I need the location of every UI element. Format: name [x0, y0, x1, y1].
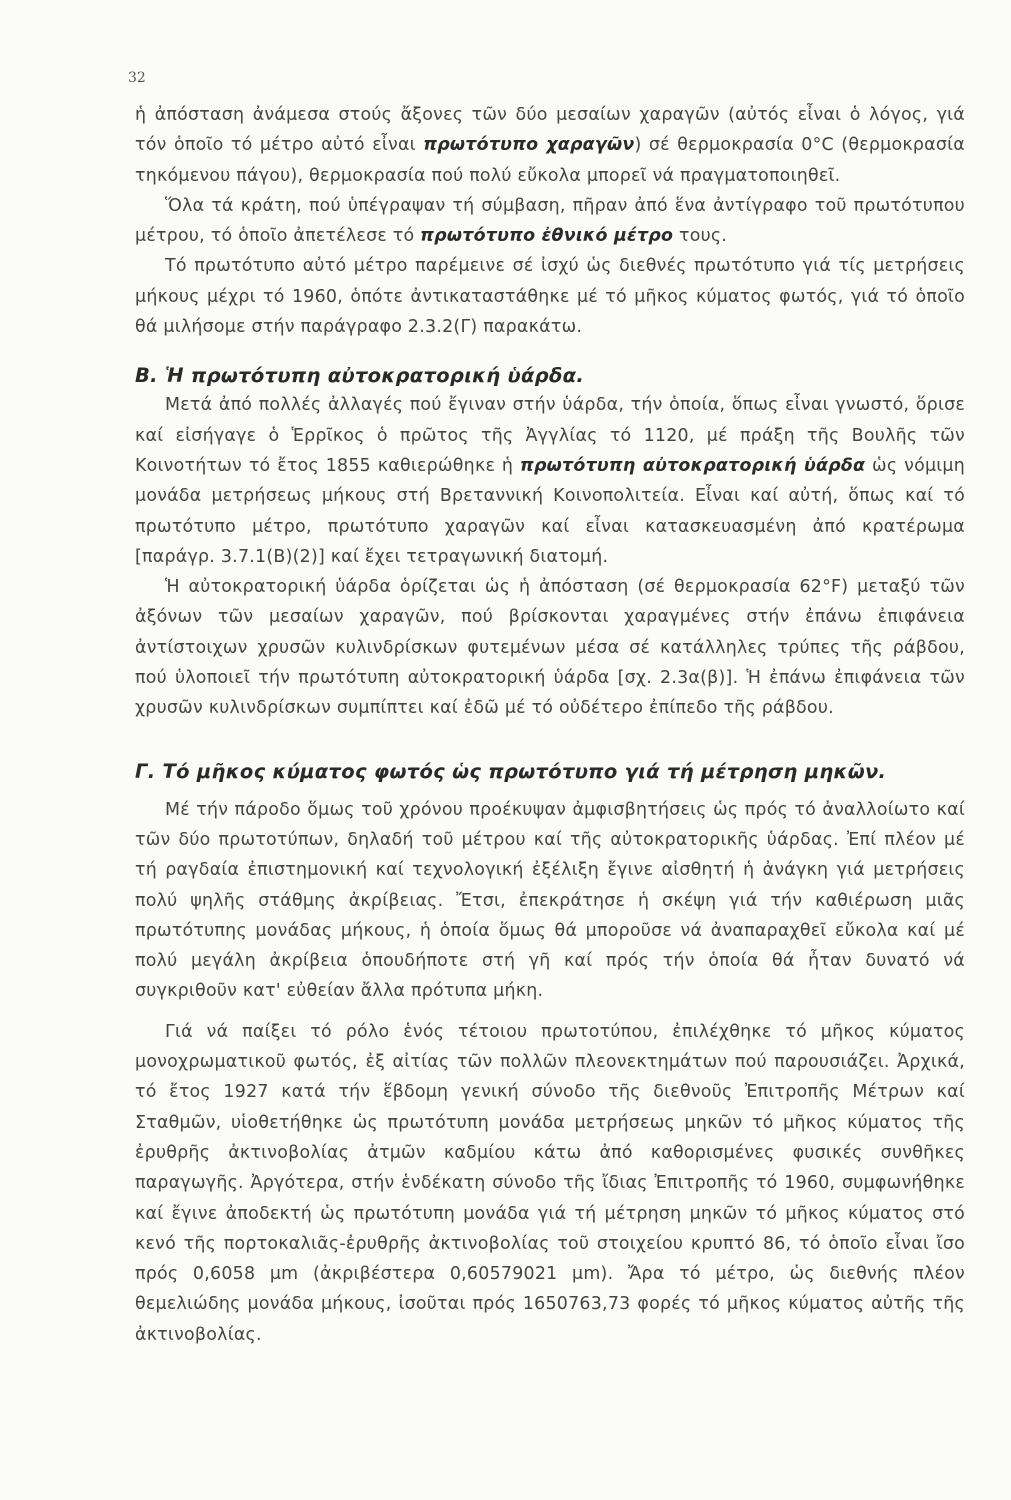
section-c-heading: Γ. Τό μῆκος κύματος φωτός ὡς πρωτότυπο γιά τή μέτρηση μηκῶν.: [135, 759, 887, 783]
intro-p2-text-a: Ὅλα τά κράτη, πού ὑπέγραψαν τή σύμβαση, πῆραν ἀπό ἕνα ἀντίγραφο τοῦ πρωτότυπου μέτρου, τό ὁποῖο ἀπετέλεσε τό: [135, 195, 965, 247]
intro-p2-emphasis: πρωτότυπο ἐθνικό μέτρο: [420, 226, 674, 247]
intro-p1-text-a: ἡ ἀπόσταση ἀνάμεσα στούς ἄξονες τῶν δύο μεσαίων χαραγῶν (αὐτός εἶναι ὁ λόγος, γιά τόν ὁποῖο τό μέτρο αὐτό εἶναι: [135, 105, 965, 156]
section-b-p1-emphasis: πρωτότυπη αὐτοκρατορική ὑάρδα: [519, 455, 866, 476]
intro-paragraph-3: Τό πρωτότυπο αὐτό μέτρο παρέμεινε σέ ἰσχύ ὡς διεθνές πρωτότυπο γιά τίς μετρήσεις μήκους μέχρι τό 1960, ὁπότε ἀντικαταστάθηκε μέ τό μῆκος κύματος φωτός, γιά τό ὁποῖο θά μιλήσομε στήν παράγραφο 2.3.2(Γ) παρακάτω.: [135, 256, 965, 338]
paragraph-gap: [135, 1007, 965, 1017]
page-number: 32: [128, 70, 146, 86]
intro-paragraph-1: [135, 100, 965, 191]
section-b-heading: Β. Ἡ πρωτότυπη αὐτοκρατορική ὑάρδα.: [135, 364, 585, 388]
intro-p1-emphasis: πρωτότυπο χαραγῶν: [423, 135, 635, 156]
section-b-paragraph-1: [135, 390, 965, 572]
section-b-paragraph-2: Ἡ αὐτοκρατορική ὑάρδα ὁρίζεται ὡς ἡ ἀπόσταση (σέ θερμοκρασία 62°F) μεταξύ τῶν ἀξόνων τῶν μεσαίων χαραγῶν, πού βρίσκονται χαραγμένες στήν ἐπάνω ἐπιφάνεια ἀντίστοιχων χρυσῶν κυλινδρίσκων φυτεμένων μέσα σέ κατάλληλες τρύπες τῆς ράβδου, πού ὑλοποιεῖ τήν πρωτότυπη αὐτοκρατορική ὑάρδα [σχ. 2.3α(β)]. Ἡ ἐπάνω ἐπιφάνεια τῶν χρυσῶν κυλινδρίσκων συμπίπτει καί ἐδῶ μέ τό οὐδέτερο ἐπίπεδο τῆς ράβδου.: [135, 577, 965, 719]
section-c-paragraph-2: Γιά νά παίξει τό ρόλο ἑνός τέτοιου πρωτοτύπου, ἐπιλέχθηκε τό μῆκος κύματος μονοχρωματικοῦ φωτός, ἐξ αἰτίας τῶν πολλῶν πλεονεκτημάτων πού παρουσιάζει. Ἀρχικά, τό ἔτος 1927 κατά τήν ἕβδομη γενική σύνοδο τῆς διεθνοῦς Ἐπιτροπῆς Μέτρων καί Σταθμῶν, υἱοθετήθηκε ὡς πρωτότυπη μονάδα μετρήσεως μηκῶν τό μῆκος κύματος τῆς ἐρυθρῆς ἀκτινοβολίας ἀτμῶν καδμίου κάτω ἀπό καθορισμένες φυσικές συνθῆκες παραγωγῆς. Ἀργότερα, στήν ἑνδέκατη σύνοδο τῆς ἴδιας Ἐπιτροπῆς τό 1960, συμφωνήθηκε καί ἔγινε ἀποδεκτή ὡς πρωτότυπη μονάδα γιά τή μέτρηση μηκῶν τό μῆκος κύματος στό κενό τῆς πορτοκαλιᾶς-ἐρυθρῆς ἀκτινοβολίας τοῦ στοιχείου κρυπτό 86, τό ὁποῖο εἶναι ἴσο πρός 0,6058 μm (ἀκριβέστερα 0,60579021 μm). Ἄρα τό μέτρο, ὡς διεθνής πλέον θεμελιώδης μονάδα μήκους, ἰσοῦται πρός 1650763,73 φορές τό μῆκος κύματος αὐτῆς τῆς ἀκτινοβολίας.: [135, 1021, 965, 1345]
section-b-p1-text-b: ὡς νόμιμη μονάδα μετρήσεως μήκους στή Βρεταννική Κοινοπολιτεία. Εἶναι καί αὐτή, ὅπως καί τό πρωτότυπο μέτρο, πρωτότυπο χαραγῶν καί εἶναι κατασκευασμένη ἀπό κρατέρωμα [παράγρ. 3.7.1(Β)(2)] καί ἔχει τετραγωνική διατομή.: [135, 455, 966, 567]
intro-p1-text-b: ) σέ θερμοκρασία 0°C (θερμοκρασία τηκόμενου πάγου), θερμοκρασία πού πολύ εὔκολα μπορεῖ νά πραγματοποιηθεῖ.: [135, 135, 965, 186]
intro-p2-text-b: τους.: [673, 226, 728, 247]
section-b-p1-text-a: Μετά ἀπό πολλές ἀλλαγές πού ἔγιναν στήν ὑάρδα, τήν ὁποία, ὅπως εἶναι γνωστό, ὅρισε καί εἰσήγαγε ὁ Ἑρρῖκος ὁ πρῶτος τῆς Ἀγγλίας τό 1120, μέ πράξη τῆς Βουλῆς τῶν Κοινοτήτων τό ἔτος 1855 καθιερώθηκε ἡ: [135, 395, 965, 476]
intro-paragraph-2: [135, 191, 965, 252]
section-c-paragraph-1: Μέ τήν πάροδο ὅμως τοῦ χρόνου προέκυψαν ἀμφισβητήσεις ὡς πρός τό ἀναλλοίωτο καί τῶν δύο πρωτοτύπων, δηλαδή τοῦ μέτρου καί τῆς αὐτοκρατορικῆς ὑάρδας. Ἐπί πλέον μέ τή ραγδαία ἐπιστημονική καί τεχνολογική ἐξέλιξη ἔγινε αἰσθητή ἡ ἀνάγκη γιά μετρήσεις πολύ ψηλῆς στάθμης ἀκρίβειας. Ἔτσι, ἐπεκράτησε ἡ σκέψη γιά τήν καθιέρωση μιᾶς πρωτότυπης μονάδας μήκους, ἡ ὁποία ὅμως θά μποροῦσε νά ἀναπαραχθεῖ εὔκολα καί μέ πολύ μεγάλη ἀκρίβεια ὁπουδήποτε στή γῆ καί πρός τήν ὁποία θά ἦταν δυνατό νά συγκριθοῦν κατ' εὐθείαν ἄλλα πρότυπα μήκη.: [135, 799, 965, 1002]
page-content: [135, 100, 965, 1350]
